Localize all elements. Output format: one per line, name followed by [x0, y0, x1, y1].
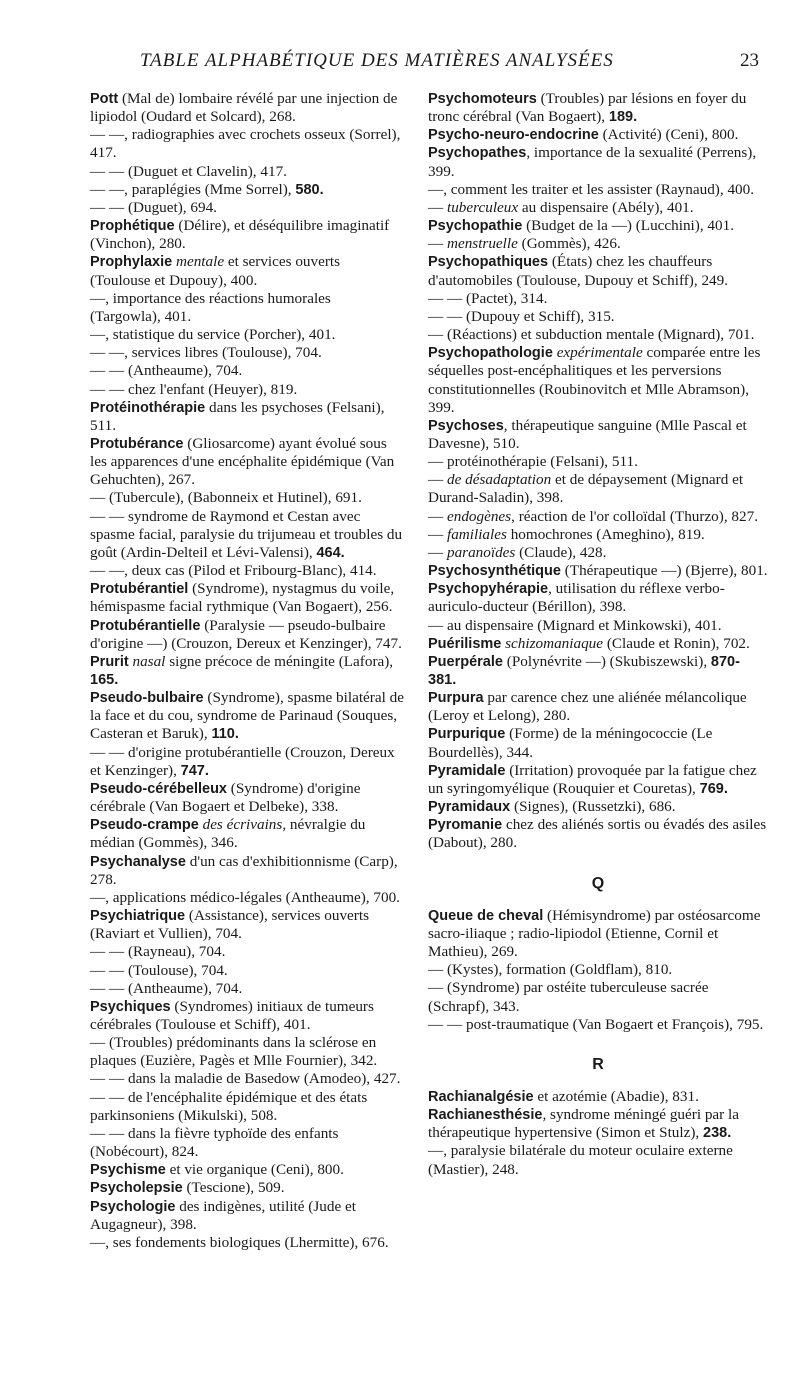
index-entry: — — chez l'enfant (Heuyer), 819. — [90, 380, 298, 398]
index-entry: — — de l'encéphalite épidémique et des états parkinsoniens (Mikulski), 508. — [90, 1088, 368, 1124]
index-entry: Prophétique (Délire), et déséquilibre imaginatif (Vinchon), 280. — [90, 217, 390, 253]
index-entry: Purpura par carence chez une aliénée mélancolique (Leroy et Lelong), 280. — [428, 689, 747, 725]
index-entry: Protubérantielle (Paralysie — pseudo-bulbaire d'origine —) (Crouzon, Dereux et Kenzinger), 747. — [90, 616, 402, 652]
index-entry: — —, paraplégies (Mme Sorrel), 580. — [90, 180, 324, 198]
index-entry: — — (Duguet), 694. — [90, 198, 217, 216]
index-entry: Puerpérale (Polynévrite —) (Skubiszewski), 870-381. — [428, 652, 740, 688]
index-entry: — tuberculeux au dispensaire (Abély), 401. — [428, 198, 694, 216]
index-entry: — — (Dupouy et Schiff), 315. — [428, 307, 615, 325]
index-entry: —, statistique du service (Porcher), 401. — [90, 326, 336, 344]
index-entry: — (Troubles) prédominants dans la sclérose en plaques (Euzière, Pagès et Mlle Fournier), 342. — [90, 1034, 378, 1070]
index-entry: — (Kystes), formation (Goldflam), 810. — [428, 961, 673, 979]
index-entry: —, importance des réactions humorales (Targowla), 401. — [90, 289, 331, 325]
index-entry: Pyromanie chez des aliénés sortis ou évadés des asiles (Dabout), 280. — [428, 816, 767, 852]
index-entry: Pseudo-bulbaire (Syndrome), spasme bilatéral de la face et du cou, syndrome de Parinaud (Souques, Casteran et Baruk), 110. — [90, 689, 404, 743]
index-entry: — protéinothérapie (Felsani), 511. — [428, 453, 638, 471]
index-entry: Protubérantiel (Syndrome), nystagmus du voile, hémispasme facial rythmique (Van Bogaert), 256. — [90, 580, 395, 616]
index-entry: Pseudo-cérébelleux (Syndrome) d'origine cérébrale (Van Bogaert et Delbeke), 338. — [90, 779, 361, 816]
index-entry: — — post-traumatique (Van Bogaert et François), 795. — [428, 1015, 764, 1033]
page-header — [0, 46, 800, 76]
index-entry: Psychopathologie expérimentale comparée entre les séquelles post-encéphalitiques et les perversions constitutionnelles (Roubinovitch et Mlle Abramson), 399. — [428, 344, 761, 416]
index-entry: — — (Duguet et Clavelin), 417. — [90, 162, 287, 180]
index-entry: — familiales homochrones (Ameghino), 819. — [428, 525, 705, 543]
index-entry: Psychiatrique (Assistance), services ouverts (Raviart et Vullien), 704. — [90, 907, 369, 943]
page-number: 23 — [740, 50, 759, 71]
index-entry: Prophylaxie mentale et services ouverts (Toulouse et Dupouy), 400. — [90, 253, 341, 289]
index-entry: — endogènes, réaction de l'or colloïdal (Thurzo), 827. — [428, 507, 759, 525]
index-entry: — — dans la fièvre typhoïde des enfants (Nobécourt), 824. — [90, 1124, 339, 1161]
index-entry: Psychopathes, importance de la sexualité (Perrens), 399. — [428, 144, 757, 180]
index-entry: Pott (Mal de) lombaire révélé par une injection de lipiodol (Oudard et Solcard), 268. — [90, 90, 398, 126]
index-entry: — menstruelle (Gommès), 426. — [428, 235, 621, 253]
index-entry: Psycho-neuro-endocrine (Activité) (Ceni), 800. — [428, 126, 739, 144]
index-entry: — — (Antheaume), 704. — [90, 979, 243, 997]
index-entry: Purpurique (Forme) de la méningococcie (Le Bourdellès), 344. — [428, 725, 713, 761]
index-entry: Psychopathie (Budget de la —) (Lucchini), 401. — [428, 217, 735, 235]
index-entry: Psychomoteurs (Troubles) par lésions en foyer du tronc cérébral (Van Bogaert), 189. — [428, 90, 747, 126]
index-entry: — (Réactions) et subduction mentale (Mignard), 701. — [428, 326, 755, 344]
index-entry: —, applications médico-légales (Antheaume), 700. — [90, 888, 400, 906]
index-entry: — — (Pactet), 314. — [428, 289, 548, 307]
index-entry: Psycholepsie (Tescione), 509. — [90, 1179, 285, 1197]
right-column — [428, 90, 768, 1179]
index-entry: Pyramidaux (Signes), (Russetzki), 686. — [428, 798, 676, 816]
index-entry: Psychologie des indigènes, utilité (Jude et Augagneur), 398. — [90, 1197, 356, 1233]
index-entry: Psychopyhérapie, utilisation du réflexe verbo-auriculo-ducteur (Bérillon), 398. — [428, 580, 725, 616]
index-entry: — — (Antheaume), 704. — [90, 362, 243, 380]
index-entry: Psychoses, thérapeutique sanguine (Mlle Pascal et Davesne), 510. — [428, 416, 747, 452]
index-entry: Queue de cheval (Hémisyndrome) par ostéosarcome sacro-iliaque ; radio-lipiodol (Etienne, Cornil et Mathieu), 269. — [428, 906, 761, 961]
index-entry: Psychosynthétique (Thérapeutique —) (Bjerre), 801. — [428, 562, 768, 580]
index-entry: — au dispensaire (Mignard et Minkowski), 401. — [428, 616, 722, 634]
index-entry: —, comment les traiter et les assister (Raynaud), 400. — [428, 180, 755, 198]
index-entry: Pseudo-crampe des écrivains, névralgie du médian (Gommès), 346. — [90, 816, 366, 852]
index-entry: — — (Toulouse), 704. — [90, 961, 228, 979]
index-entry: Psychanalyse d'un cas d'exhibitionnisme (Carp), 278. — [90, 852, 398, 888]
index-entry: —, ses fondements biologiques (Lhermitte), 676. — [90, 1233, 389, 1251]
index-entry: Puérilisme schizomaniaque (Claude et Ronin), 702. — [428, 634, 750, 652]
section-letter: Q — [591, 874, 605, 892]
index-entry: Psychiques (Syndromes) initiaux de tumeurs cérébrales (Toulouse et Schiff), 401. — [90, 997, 374, 1033]
index-entry: Prurit nasal signe précoce de méningite (Lafora), 165. — [90, 652, 394, 688]
index-entry: — (Syndrome) par ostéite tuberculeuse sacrée (Schrapf), 343. — [428, 979, 709, 1015]
index-entry: — paranoïdes (Claude), 428. — [428, 543, 607, 561]
running-title: TABLE ALPHABÉTIQUE DES MATIÈRES ANALYSÉES — [140, 50, 614, 71]
index-entry: — —, radiographies avec crochets osseux (Sorrel), 417. — [90, 126, 401, 162]
index-entry: — de désadaptation et de dépaysement (Mignard et Durand-Saladin), 398. — [428, 471, 744, 507]
index-entry: Psychisme et vie organique (Ceni), 800. — [90, 1161, 344, 1179]
index-entry: Pyramidale (Irritation) provoquée par la fatigue chez un syringomyélique (Rouquier et Couretas), 769. — [428, 761, 757, 797]
section-letter: R — [592, 1055, 604, 1073]
index-entry: — — d'origine protubérantielle (Crouzon, Dereux et Kenzinger), 747. — [90, 743, 395, 779]
index-entry: Protubérance (Gliosarcome) ayant évolué sous les apparences d'une encéphalite épidémique (Van Gehuchten), 267. — [90, 434, 395, 489]
index-entry: — —, services libres (Toulouse), 704. — [90, 344, 322, 362]
index-entry: — (Tubercule), (Babonneix et Hutinel), 691. — [90, 489, 362, 507]
left-column — [90, 90, 404, 1252]
index-entry: Protéinothérapie dans les psychoses (Felsani), 511. — [90, 398, 385, 434]
index-entry: Rachianalgésie et azotémie (Abadie), 831. — [428, 1087, 699, 1105]
index-entry: —, paralysie bilatérale du moteur oculaire externe (Mastier), 248. — [428, 1142, 733, 1178]
index-entry: — —, deux cas (Pilod et Fribourg-Blanc), 414. — [90, 562, 377, 580]
index-entry: — — (Rayneau), 704. — [90, 943, 226, 961]
index-entry: Psychopathiques (États) chez les chauffeurs d'automobiles (Toulouse, Dupouy et Schiff), 249. — [428, 253, 729, 289]
index-entry: Rachianesthésie, syndrome méningé guéri par la thérapeutique hypertensive (Simon et Stulz), 238. — [428, 1106, 739, 1142]
index-entry: — — dans la maladie de Basedow (Amodeo), 427. — [90, 1070, 401, 1088]
index-entry: — — syndrome de Raymond et Cestan avec spasme facial, paralysie du trijumeau et troubles du goût (Ardin-Delteil et Lévi-Valensi), 464. — [90, 507, 403, 561]
